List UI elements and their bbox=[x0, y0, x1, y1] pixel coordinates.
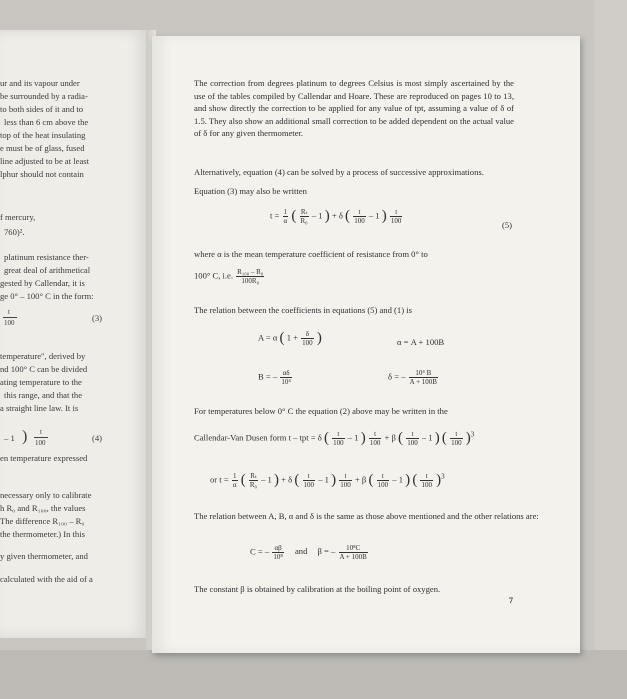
left-line: this range, and that the bbox=[4, 390, 83, 400]
or-t-over-100c: $\frac{t}{100}$ bbox=[377, 472, 389, 489]
left-fraction-bar bbox=[3, 317, 17, 318]
cube-exponent: 3 bbox=[441, 472, 445, 481]
eq5-rt-over-r0: $\frac{\text{Rₜ}}{\text{R₀}}$ bbox=[300, 208, 308, 225]
eq5-minus1: – 1 bbox=[311, 210, 323, 221]
paren: ) bbox=[274, 472, 280, 488]
left-line: platinum resistance ther- bbox=[4, 252, 89, 262]
eqA-delta-over-100: $\frac{\delta}{100}$ bbox=[302, 330, 313, 347]
or-t-over-100b: $\frac{t}{100}$ bbox=[340, 472, 351, 489]
paren: ) bbox=[465, 430, 471, 446]
left-line: line adjusted to be at least bbox=[0, 156, 90, 166]
paragraph-equation3: Equation (3) may also be written bbox=[194, 186, 307, 196]
or-minus1c: – 1 bbox=[392, 474, 403, 485]
left-line: en temperature expressed bbox=[0, 453, 88, 463]
eq5-t-over-100b: $\frac{t}{100}$ bbox=[390, 208, 402, 225]
left-page bbox=[0, 30, 148, 638]
left-line: ge 0° – 100° C in the form: bbox=[0, 291, 94, 301]
equation-alpha: α = A + 100B bbox=[397, 337, 445, 347]
left-line: the thermometer.) In this bbox=[0, 529, 85, 539]
left-line: to both sides of it and to bbox=[0, 104, 84, 114]
left-fraction-den: 100 bbox=[4, 319, 15, 327]
paren: ( bbox=[368, 472, 374, 488]
left-line: lphur should not contain bbox=[0, 169, 84, 179]
left-line: gested by Callendar, it is bbox=[0, 278, 85, 288]
alpha-fraction: $\frac{\text{R₁₀₀ – R₀}}{\text{100R₀}}$ bbox=[237, 268, 264, 285]
eqC-and: and bbox=[294, 546, 308, 557]
equation-A bbox=[258, 330, 322, 347]
cvd-minus1b: – 1 bbox=[421, 432, 433, 443]
left-line: The difference R₁₀₀ – R₀ bbox=[0, 516, 85, 526]
alpha-definition-2 bbox=[194, 268, 265, 285]
eq5-t-over-100: $\frac{t}{100}$ bbox=[354, 208, 365, 225]
left-line: y given thermometer, and bbox=[0, 551, 88, 561]
equation-5 bbox=[270, 208, 403, 225]
eqBeta-lhs: β = – bbox=[317, 546, 336, 557]
cvd-label: Callendar-Van Dusen form t – tpt = δ bbox=[194, 432, 322, 443]
equation-or bbox=[210, 472, 445, 489]
paren: ) bbox=[324, 208, 330, 224]
eqC-fraction: $\frac{\alpha\beta}{\text{10⁸}}$ bbox=[273, 544, 283, 561]
paren: ) bbox=[434, 430, 440, 446]
left-line: top of the heat insulating bbox=[0, 130, 86, 140]
or-plus-delta: + δ bbox=[281, 474, 293, 485]
left-line: a straight line law. It is bbox=[0, 403, 79, 413]
eqC-lhs: C = – bbox=[250, 546, 270, 557]
or-plus-beta: + β bbox=[354, 474, 367, 485]
equation-number-5: (5) bbox=[502, 220, 513, 230]
eq5-plus-delta: + δ bbox=[331, 210, 343, 221]
equation-C bbox=[250, 544, 369, 561]
or-t-over-100: $\frac{t}{100}$ bbox=[303, 472, 315, 489]
right-page bbox=[152, 36, 580, 653]
cvd-t-over-100: $\frac{t}{100}$ bbox=[333, 430, 344, 447]
cvd-minus1: – 1 bbox=[347, 432, 359, 443]
left-line: ur and its vapour under bbox=[0, 78, 80, 88]
equation-number-3: (3) bbox=[92, 313, 103, 323]
left-eq4-part: – 1 bbox=[4, 433, 15, 443]
left-eq4-bar bbox=[34, 437, 48, 438]
eq5-one-over-alpha: $\frac{1}{\alpha}$ bbox=[283, 208, 288, 225]
equation-number-4: (4) bbox=[92, 433, 103, 443]
left-line: less than 6 cm above the bbox=[4, 117, 89, 127]
paren: ( bbox=[279, 330, 285, 346]
paragraph-relation: The relation between the coefficients in equations (5) and (1) is bbox=[194, 305, 412, 315]
left-eq4-paren: ) bbox=[22, 428, 28, 445]
paragraph-final: The constant β is obtained by calibration at the boiling point of oxygen. bbox=[194, 584, 441, 594]
left-line: be surrounded by a radia- bbox=[0, 91, 88, 101]
eqDelta-fraction: $\frac{\text{10⁴ B}}{A + 100B}$ bbox=[409, 369, 437, 386]
cvd-t-over-100c: $\frac{t}{100}$ bbox=[407, 430, 418, 447]
left-eq4-den: 100 bbox=[35, 439, 46, 447]
left-eq4-num: t bbox=[40, 428, 42, 436]
equation-delta bbox=[388, 369, 439, 386]
left-fraction-num: t bbox=[8, 308, 10, 316]
paren: ( bbox=[412, 472, 418, 488]
paren: ( bbox=[323, 430, 329, 446]
eqB-lhs: B = – bbox=[258, 371, 278, 382]
left-line: temperature", derived by bbox=[0, 351, 86, 361]
cube-exponent: 3 bbox=[470, 430, 475, 439]
paragraph-relation2: The relation between A, B, α and δ is the same as those above mentioned and the other relations are: bbox=[194, 511, 539, 521]
paren: ( bbox=[441, 430, 447, 446]
paren: ) bbox=[316, 330, 322, 346]
eqB-fraction: $\frac{\alpha\delta}{\text{10⁴}}$ bbox=[281, 369, 291, 386]
paragraph-below-zero: For temperatures below 0° C the equation (2) above may be written in the bbox=[194, 406, 448, 416]
alpha-definition: where α is the mean temperature coefficient of resistance from 0° to bbox=[194, 249, 428, 259]
cvd-plus-beta: + β bbox=[384, 432, 396, 443]
paragraph-correction: The correction from degrees platinum to degrees Celsius is most simply ascertained by the use of the tables compiled by Callendar and Hoare. These are reproduced on pages 10 to 13, and show directly the correction to be applied for any value of tpt, assuming a value of δ of 1.5. They also show an additional small correction to be added dependent on the actual value of δ for any given thermometer. bbox=[194, 78, 514, 138]
paren: ( bbox=[240, 472, 246, 488]
cvd-t-over-100d: $\frac{t}{100}$ bbox=[451, 430, 462, 447]
paren: ) bbox=[405, 472, 411, 488]
or-label: or t = bbox=[210, 474, 229, 485]
left-line: h R₀ and R₁₀₀, the values bbox=[0, 503, 86, 513]
or-one-over-alpha: $\frac{1}{\alpha}$ bbox=[232, 472, 237, 489]
background-right bbox=[595, 0, 627, 699]
left-line: great deal of arithmetical bbox=[4, 265, 91, 275]
or-t-over-100d: $\frac{t}{100}$ bbox=[421, 472, 432, 489]
eq5-lhs: t = bbox=[270, 210, 282, 221]
eqA-lhs: A = α bbox=[258, 332, 278, 343]
left-line: calculated with the aid of a bbox=[0, 574, 93, 584]
paren: ( bbox=[345, 208, 351, 224]
left-line: nd 100° C can be divided bbox=[0, 364, 88, 374]
or-minus1b: – 1 bbox=[318, 474, 329, 485]
eqBeta-fraction: $\frac{\text{10⁸C}}{A + 100B}$ bbox=[339, 544, 367, 561]
eqDelta-lhs: δ = – bbox=[388, 371, 406, 382]
left-line: ating temperature to the bbox=[0, 377, 82, 387]
eqA-one-plus: 1 + bbox=[286, 332, 298, 343]
or-rt-over-r0: $\frac{\text{Rₜ}}{\text{R₀}}$ bbox=[249, 472, 257, 489]
paren: ) bbox=[360, 430, 366, 446]
paren: ( bbox=[291, 208, 297, 224]
paren: ( bbox=[294, 472, 300, 488]
paren: ) bbox=[436, 472, 442, 488]
paren: ( bbox=[398, 430, 404, 446]
alpha-def-label: 100° C, i.e. bbox=[194, 270, 234, 281]
left-line: 760)². bbox=[4, 227, 25, 237]
background-table bbox=[0, 650, 627, 699]
paren: ) bbox=[331, 472, 337, 488]
left-line: e must be of glass, fused bbox=[0, 143, 85, 153]
equation-cvd bbox=[194, 430, 474, 447]
cvd-t-over-100b: $\frac{t}{100}$ bbox=[369, 430, 381, 447]
left-line: necessary only to calibrate bbox=[0, 490, 92, 500]
page-number: 7 bbox=[509, 596, 513, 605]
paren: ) bbox=[381, 208, 387, 224]
paragraph-alternatively: Alternatively, equation (4) can be solved by a process of successive approximations. bbox=[194, 167, 484, 177]
or-minus1: – 1 bbox=[261, 474, 272, 485]
left-line: f mercury, bbox=[0, 212, 36, 222]
eq5-minus1b: – 1 bbox=[368, 210, 380, 221]
equation-B bbox=[258, 369, 293, 386]
